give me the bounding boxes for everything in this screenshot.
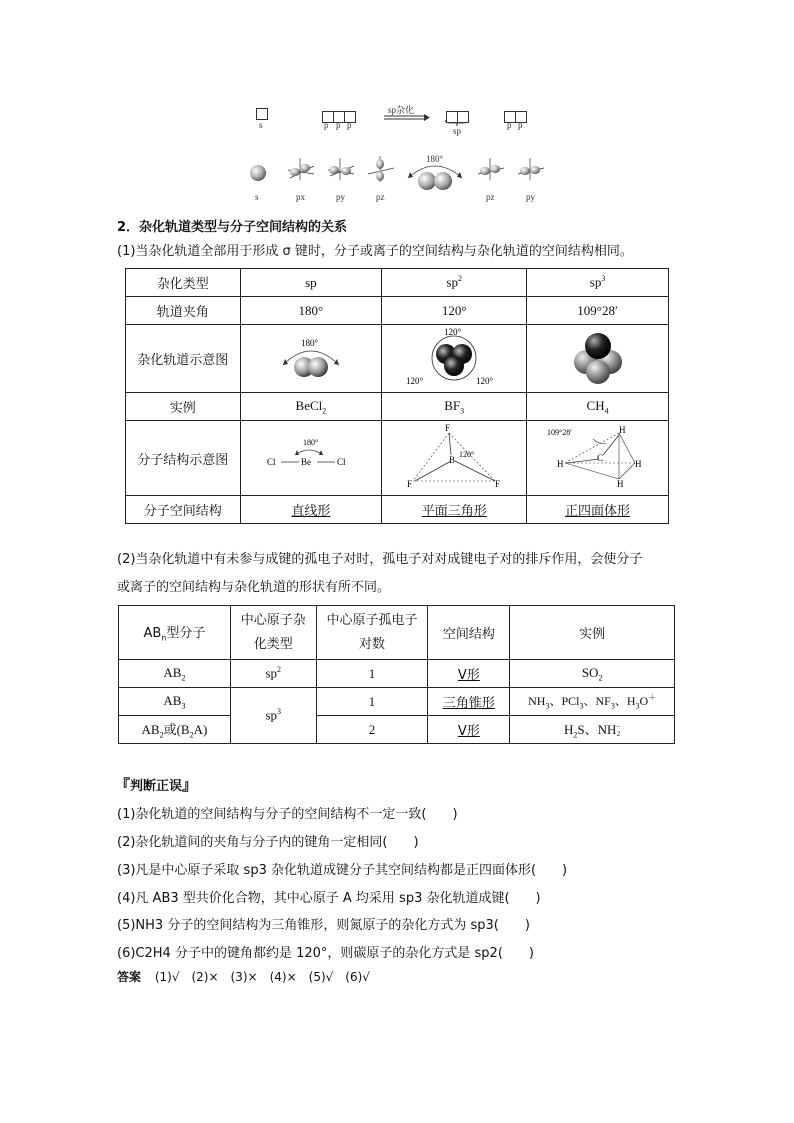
mol3-h-top: H (618, 425, 626, 435)
p-label-3: p (347, 120, 352, 130)
row2-shape: 三角锥形 (428, 688, 510, 716)
s-label: s (259, 120, 263, 130)
example-bf3: $BF_3$ (382, 393, 527, 421)
mol2-right: F (495, 479, 501, 489)
type-sp3: $sp^3$ (527, 269, 669, 297)
row3-shape: V形 (428, 716, 510, 744)
shape-linear: 直线形 (240, 496, 382, 524)
pp-label-2: p (518, 120, 523, 130)
row2-px-label: px (296, 192, 305, 202)
ch4-structure-icon (543, 421, 653, 491)
row-label-shape: 分子空间结构 (126, 496, 241, 524)
type-sp2: $sp^2$ (382, 269, 527, 297)
sp2-angle-top: 120° (444, 326, 462, 337)
row3-lp: 2 (316, 716, 428, 744)
judge-item-4: (4)凡 AB3 型共价化合物，其中心原子 A 均采用 sp3 杂化轨道成键( ) (117, 891, 541, 906)
header-abn: $AB_n$型分子 (119, 606, 231, 660)
pp-label-1: p (507, 120, 512, 130)
sp2-orbital-diagram (382, 325, 527, 393)
mol1-center: Be (300, 457, 311, 467)
mol2-top: F (445, 423, 451, 433)
p-label-2: p (336, 120, 341, 130)
sp-angle-label: 180° (426, 154, 444, 164)
angle-sp: 180° (240, 297, 382, 325)
angle-sp2: 120° (382, 297, 527, 325)
paragraph-1: (1)当杂化轨道全部用于形成 σ 键时，分子或离子的空间结构与杂化轨道的空间结构相同。 (117, 244, 633, 259)
mol2-left: F (407, 479, 413, 489)
mol3-h-right: H (634, 459, 642, 469)
row2-s-label: s (255, 192, 259, 202)
sp-orbital-angle: 180° (300, 337, 318, 348)
lone-pair-table (118, 605, 675, 744)
orbital-shapes-diagram (240, 148, 560, 210)
shape-trigonal-planar: 平面三角形 (382, 496, 527, 524)
bf3-structure (382, 421, 527, 496)
row-label-type: 杂化类型 (126, 269, 241, 297)
mol3-h-bottom: H (616, 479, 624, 489)
paragraph-2-line2: 或离子的空间结构与杂化轨道的形状有所不同。 (117, 580, 391, 595)
sp-hybridization-arrow-label: sp杂化 (388, 105, 415, 115)
judge-item-6: (6)C2H4 分子中的键角都约是 120°，则碳原子的杂化方式是 sp2( ) (117, 946, 534, 961)
mol3-h-left: H (556, 459, 564, 469)
answer-label: 答案 (117, 970, 142, 984)
header-lone-pairs: 中心原子孤电子 对数 (316, 606, 428, 660)
example-becl2: BeCl$_2$ (240, 393, 382, 421)
row2-example: $NH_3$、PCl$_3$、$NF_3$、$H_3O^+$ (510, 688, 675, 716)
ch4-structure (527, 421, 669, 496)
sp-orbital-icon (271, 329, 351, 385)
row3-mol: $AB_2$或$(B_2A)$ (119, 716, 231, 744)
judge-item-2: (2)杂化轨道间的夹角与分子内的键角一定相同( ) (117, 835, 419, 850)
row2-py2-label: py (526, 192, 535, 202)
section-heading: 2．杂化轨道类型与分子空间结构的关系 (117, 220, 348, 235)
judge-title: 『判断正误』 (115, 776, 198, 794)
sp2-orbital-icon (404, 326, 504, 388)
becl2-structure (240, 421, 382, 496)
example-ch4: $CH_4$ (527, 393, 669, 421)
row-label-angle: 轨道夹角 (126, 297, 241, 325)
row2-pz-label: pz (376, 192, 385, 202)
mol2-angle: 120° (459, 450, 475, 459)
sp-orbital-diagram (240, 325, 382, 393)
judge-item-3: (3)凡是中心原子采取 sp3 杂化轨道成键分子其空间结构都是正四面体形( ) (117, 863, 568, 878)
answer-values: (1)√ (2)× (3)× (4)× (5)√ (6)√ (154, 970, 370, 984)
mol3-center: C (596, 453, 603, 463)
row2-px2-label: pz (486, 192, 495, 202)
row1-example: $SO_2$ (510, 660, 675, 688)
row1-lp: 1 (316, 660, 428, 688)
mol2-center: B (449, 455, 456, 465)
answer-line (117, 968, 370, 985)
sp2-angle-left: 120° (406, 375, 424, 386)
row-label-orbital-diagram: 杂化轨道示意图 (126, 325, 241, 393)
row-label-molecule-diagram: 分子结构示意图 (126, 421, 241, 496)
mol3-angle: 109°28′ (546, 428, 572, 437)
row1-mol: $AB_2$ (119, 660, 231, 688)
header-shape: 空间结构 (428, 606, 510, 660)
mol1-angle: 180° (302, 438, 319, 447)
orbital-hybridization-figure (240, 100, 560, 210)
row2-mol: $AB_3$ (119, 688, 231, 716)
row2-lp: 1 (316, 688, 428, 716)
shape-tetrahedral: 正四面体形 (527, 496, 669, 524)
row-label-example: 实例 (126, 393, 241, 421)
row2-hyb: $sp^3$ (230, 688, 316, 744)
row1-shape: V形 (428, 660, 510, 688)
mol1-left: Cl (266, 457, 276, 467)
sp3-orbital-icon (568, 326, 628, 388)
row3-example: $H_2S$、NH − 2 (510, 716, 675, 744)
bf3-structure-icon (399, 421, 509, 491)
header-example: 实例 (510, 606, 675, 660)
s-orbital-box (256, 108, 268, 120)
header-hybridization: 中心原子杂 化类型 (230, 606, 316, 660)
hybridization-table (125, 268, 669, 524)
angle-sp3: 109°28′ (527, 297, 669, 325)
mol1-right: Cl (336, 457, 346, 467)
sp-label: sp (453, 126, 462, 136)
sp2-angle-right: 120° (476, 375, 494, 386)
judge-item-5: (5)NH3 分子的空间结构为三角锥形，则氮原子的杂化方式为 sp3( ) (117, 918, 530, 933)
row1-hyb: $sp^2$ (230, 660, 316, 688)
type-sp: sp (240, 269, 382, 297)
becl2-structure-icon (261, 431, 361, 481)
judge-item-1: (1)杂化轨道的空间结构与分子的空间结构不一定一致( ) (117, 807, 458, 822)
row2-py-label: py (336, 192, 345, 202)
p-label-1: p (324, 120, 329, 130)
sp3-orbital-diagram (527, 325, 669, 393)
arrow-icon (384, 114, 430, 122)
paragraph-2-line1: (2)当杂化轨道中有未参与成键的孤电子对时，孤电子对对成键电子对的排斥作用，会使分子 (117, 552, 643, 567)
